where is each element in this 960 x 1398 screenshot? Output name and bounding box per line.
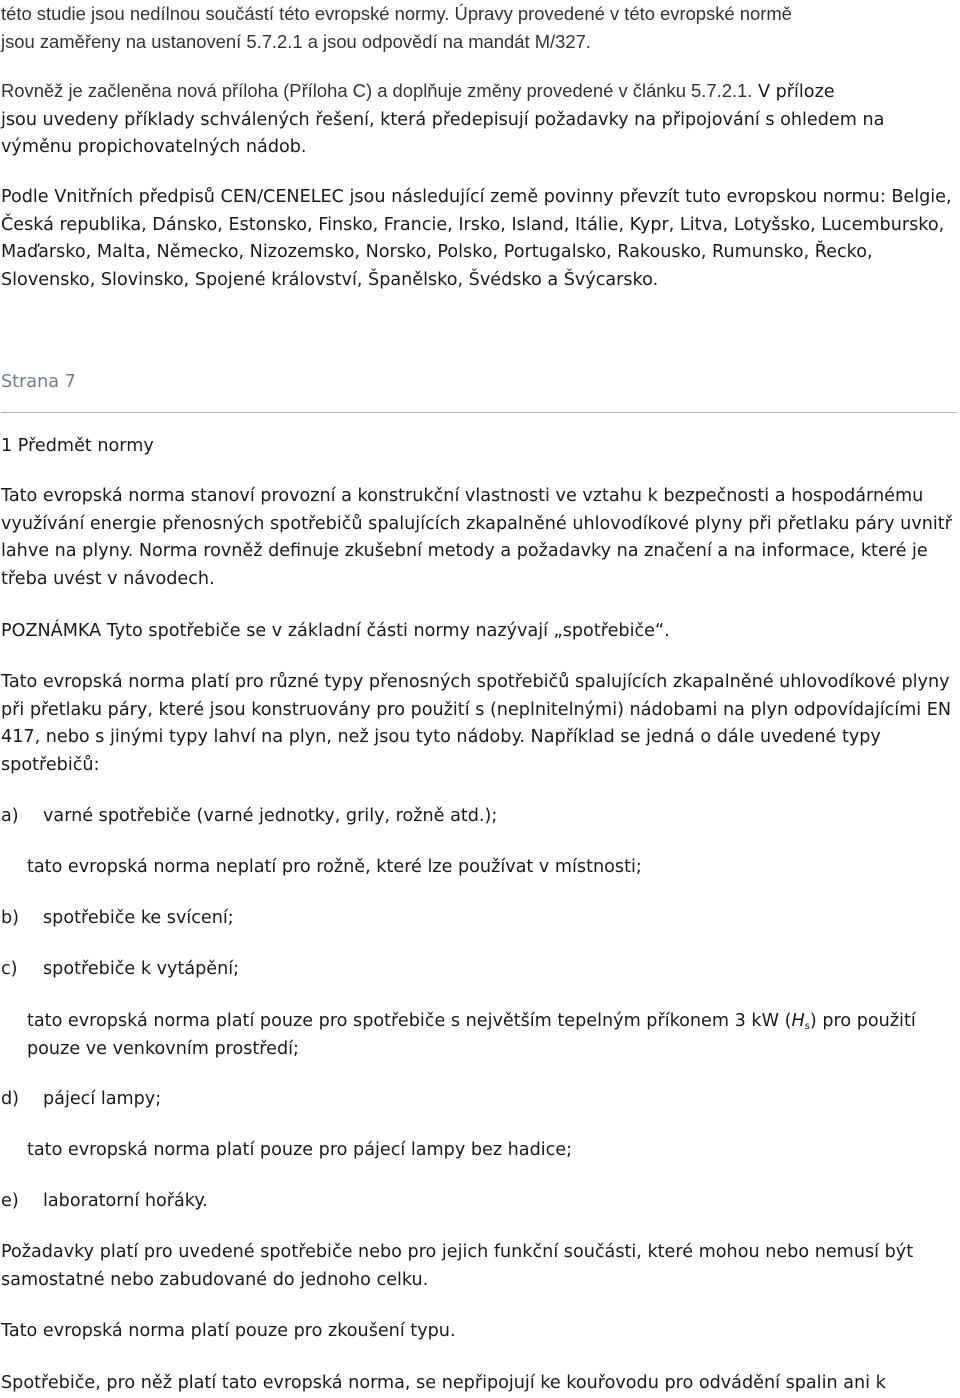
list-item-text: varné spotřebiče (varné jednotky, grily, rožně atd.);: [43, 806, 498, 826]
list-item-label: a): [1, 806, 19, 826]
list-item-d-note: tato evropská norma platí pouze pro pájecí lampy bez hadice;: [27, 1140, 573, 1160]
list-item-text: pájecí lampy;: [43, 1089, 162, 1109]
intro-paragraph-2: [1, 77, 959, 162]
list-item-text: spotřebiče k vytápění;: [43, 959, 240, 979]
flue-paragraph: Spotřebiče, pro něž platí tato evropská norma, se nepřipojují ke kouřovodu pro odvádění spalin ani k: [1, 1373, 886, 1393]
list-item-label: d): [1, 1089, 20, 1109]
type-testing-paragraph: Tato evropská norma platí pouze pro zkoušení typu.: [1, 1321, 456, 1341]
intro-paragraph-1-line-1: této studie jsou nedílnou součástí této evropské normy. Úpravy provedené v této evropské normě: [1, 3, 792, 24]
heat-input-symbol: H: [791, 1011, 805, 1031]
list-item-label: e): [1, 1191, 19, 1211]
note-paragraph: POZNÁMKA Tyto spotřebiče se v základní části normy nazývají „spotřebiče“.: [1, 621, 670, 641]
list-item-a-note: tato evropská norma neplatí pro rožně, které lze používat v místnosti;: [27, 857, 642, 877]
page-number-label: Strana 7: [1, 372, 76, 392]
note-text-after: ) pro použití pouze ve venkovním prostředí;: [27, 1011, 916, 1059]
list-item-a: [1, 803, 959, 831]
page-divider: [1, 412, 957, 413]
list-item-text: spotřebiče ke svícení;: [43, 908, 234, 928]
scope-paragraph-1: Tato evropská norma stanoví provozní a konstrukční vlastnosti ve vztahu k bezpečnosti a hospodárnému využívání energie přenosných spotřebičů spalujících zkapalněné uhlovodíkové plyny při přetlaku páry uvnitř lahve na plyny. Norma rovněž definuje zkušební metody a požadavky na značení a na informace, které je třeba uvést v návodech.: [1, 486, 952, 589]
list-item-e: [1, 1188, 959, 1216]
intro-paragraph-2-lead: Rovněž je začleněna nová příloha (Příloha C) a doplňuje změny provedené v článku 5.7.2.1.: [1, 80, 753, 101]
list-item-c-note: [27, 1008, 957, 1063]
list-item-label: c): [1, 959, 18, 979]
list-item-text: laboratorní hořáky.: [43, 1191, 208, 1211]
list-item-d: [1, 1086, 959, 1114]
list-item-b: [1, 905, 959, 933]
member-countries-paragraph: Podle Vnitřních předpisů CEN/CENELEC jsou následující země povinny převzít tuto evropskou normu: Belgie, Česká republika, Dánsko, Estonsko, Finsko, Francie, Irsko, Island, Itálie, Kypr, Litva, Lotyšsko, Lucembursko, Maďarsko, Malta, Německo, Nizozemsko, Norsko, Polsko, Portugalsko, Rakousko, Rumunsko, Řecko, Slovensko, Slovinsko, Spojené království, Španělsko, Švédsko a Švýcarsko.: [1, 187, 952, 290]
note-text-before: tato evropská norma platí pouze pro spotřebiče s největším tepelným příkonem 3 kW (: [27, 1011, 792, 1031]
requirements-paragraph: Požadavky platí pro uvedené spotřebiče nebo pro jejich funkční součásti, které mohou nebo nemusí být samostatné nebo zabudované do jednoho celku.: [1, 1242, 914, 1290]
intro-paragraph-2-rest-3: výměnu propichovatelných nádob.: [1, 137, 307, 157]
section-heading: 1 Předmět normy: [1, 436, 154, 456]
intro-paragraph-1: [1, 0, 959, 55]
intro-paragraph-2-rest-2: jsou uvedeny příklady schválených řešení, která předepisují požadavky na připojování s ohledem na: [1, 109, 885, 130]
intro-paragraph-1-line-2: jsou zaměřeny na ustanovení 5.7.2.1 a jsou odpovědí na mandát M/327.: [1, 30, 591, 52]
list-item-c: [1, 956, 959, 984]
list-item-label: b): [1, 908, 20, 928]
intro-paragraph-2-rest-1: V příloze: [752, 82, 835, 102]
scope-paragraph-2: Tato evropská norma platí pro různé typy přenosných spotřebičů spalujících zkapalněné uhlovodíkové plyny při přetlaku páry, které jsou konstruovány pro použití s (neplnitelnými) nádobami na plyn odpovídajícími EN 417, nebo s jinými typy lahví na plyn, než jsou tyto nádoby. Například se jedná o dále uvedené typy spotřebičů:: [1, 672, 952, 775]
heat-input-subscript: s: [804, 1021, 810, 1032]
